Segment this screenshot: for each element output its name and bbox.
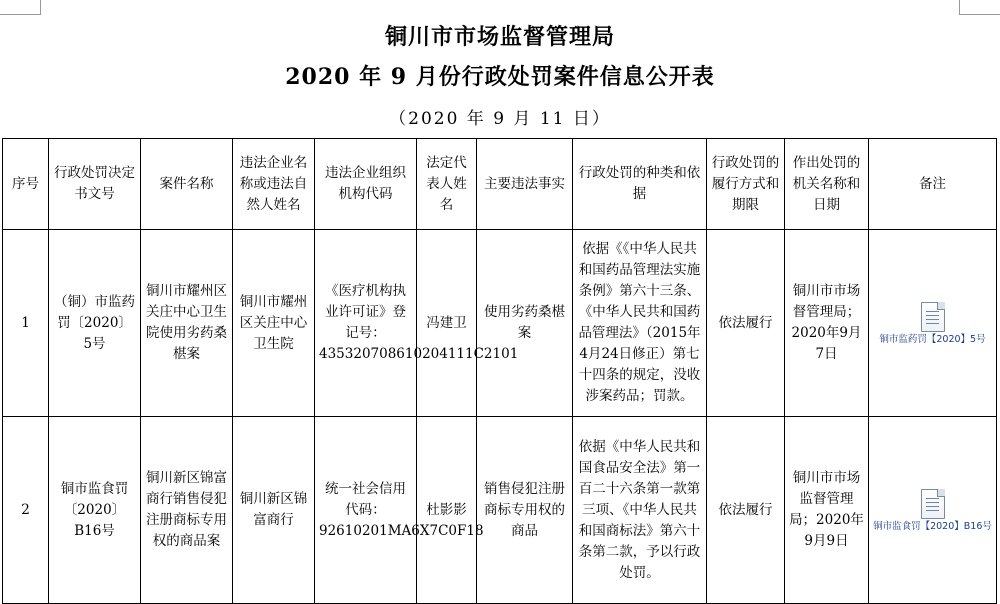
cell-no: 2 — [3, 417, 49, 604]
table-row — [3, 230, 997, 417]
cell-execution: 依法履行 — [707, 417, 785, 604]
cell-org-code: 统一社会信用代码：92610201MA6X7C0F18 — [315, 417, 417, 604]
header-cell-no: 序号 — [3, 139, 49, 230]
cell-facts: 销售侵犯注册商标专用权的商品 — [477, 417, 573, 604]
header-cell-basis: 行政处罚的种类和依据 — [573, 139, 707, 230]
cell-remarks — [869, 417, 997, 604]
cell-org-code: 《医疗机构执业许可证》登记号：435320708610204111C2101 — [315, 230, 417, 417]
page-title: 铜川市市场监督管理局 — [384, 24, 615, 50]
page-subtitle-title: 2020 年 9 月份行政处罚案件信息公开表 — [285, 64, 715, 90]
cell-facts: 使用劣药桑椹案 — [477, 230, 573, 417]
cell-legal-rep: 杜影影 — [417, 417, 477, 604]
attachment-label[interactable]: 铜市监食罚【2020】B16号 — [873, 520, 992, 532]
header-cell-authority: 作出处罚的机关名称和日期 — [785, 139, 869, 230]
header-cell-remarks: 备注 — [869, 139, 997, 230]
cell-doc-no: 铜市监食罚〔2020〕B16号 — [49, 417, 141, 604]
header-cell-legal-rep: 法定代表人姓名 — [417, 139, 477, 230]
attachment-link[interactable] — [873, 302, 992, 345]
header-cell-facts: 主要违法事实 — [477, 139, 573, 230]
document-icon[interactable] — [921, 489, 945, 519]
header-cell-party: 违法企业名称或违法自然人姓名 — [233, 139, 315, 230]
cell-legal-rep: 冯建卫 — [417, 230, 477, 417]
publish-date: （2020 年 9 月 11 日） — [389, 109, 611, 129]
attachment-link[interactable] — [873, 489, 992, 532]
cell-basis: 依据《《中华人民共和国药品管理法实施条例》第六十三条、《中华人民共和国药品管理法》（2015年4月24日修正）第七十四条的规定，没收涉案药品；罚款。 — [573, 230, 707, 417]
cell-party: 铜川市耀州区关庄中心卫生院 — [233, 230, 315, 417]
cell-execution: 依法履行 — [707, 230, 785, 417]
cell-authority: 铜川市市场监督管理局；2020年9月9日 — [785, 417, 869, 604]
page-corner-mark-right — [959, 0, 1000, 15]
cell-no: 1 — [3, 230, 49, 417]
header-cell-execution: 行政处罚的履行方式和期限 — [707, 139, 785, 230]
document-icon[interactable] — [921, 302, 945, 332]
header-cell-org-code: 违法企业组织机构代码 — [315, 139, 417, 230]
cell-basis: 依据《中华人民共和国食品安全法》第一百二十六条第一款第三项、《中华人民共和国商标法》第六十条第二款，予以行政处罚。 — [573, 417, 707, 604]
cell-case-name: 铜川市耀州区关庄中心卫生院使用劣药桑椹案 — [141, 230, 233, 417]
cell-remarks — [869, 230, 997, 417]
header-cell-case-name: 案件名称 — [141, 139, 233, 230]
page-corner-mark-left — [0, 0, 41, 15]
table-header-row — [3, 139, 997, 230]
penalty-table — [2, 138, 997, 604]
cell-doc-no: （铜）市监药罚〔2020〕5号 — [49, 230, 141, 417]
cell-authority: 铜川市市场督管理局；2020年9月7日 — [785, 230, 869, 417]
cell-case-name: 铜川新区锦富商行销售侵犯注册商标专用权的商品案 — [141, 417, 233, 604]
cell-party: 铜川新区锦富商行 — [233, 417, 315, 604]
attachment-label[interactable]: 铜市监药罚【2020】5号 — [879, 333, 986, 345]
header-cell-doc-no: 行政处罚决定书文号 — [49, 139, 141, 230]
table-row — [3, 417, 997, 604]
